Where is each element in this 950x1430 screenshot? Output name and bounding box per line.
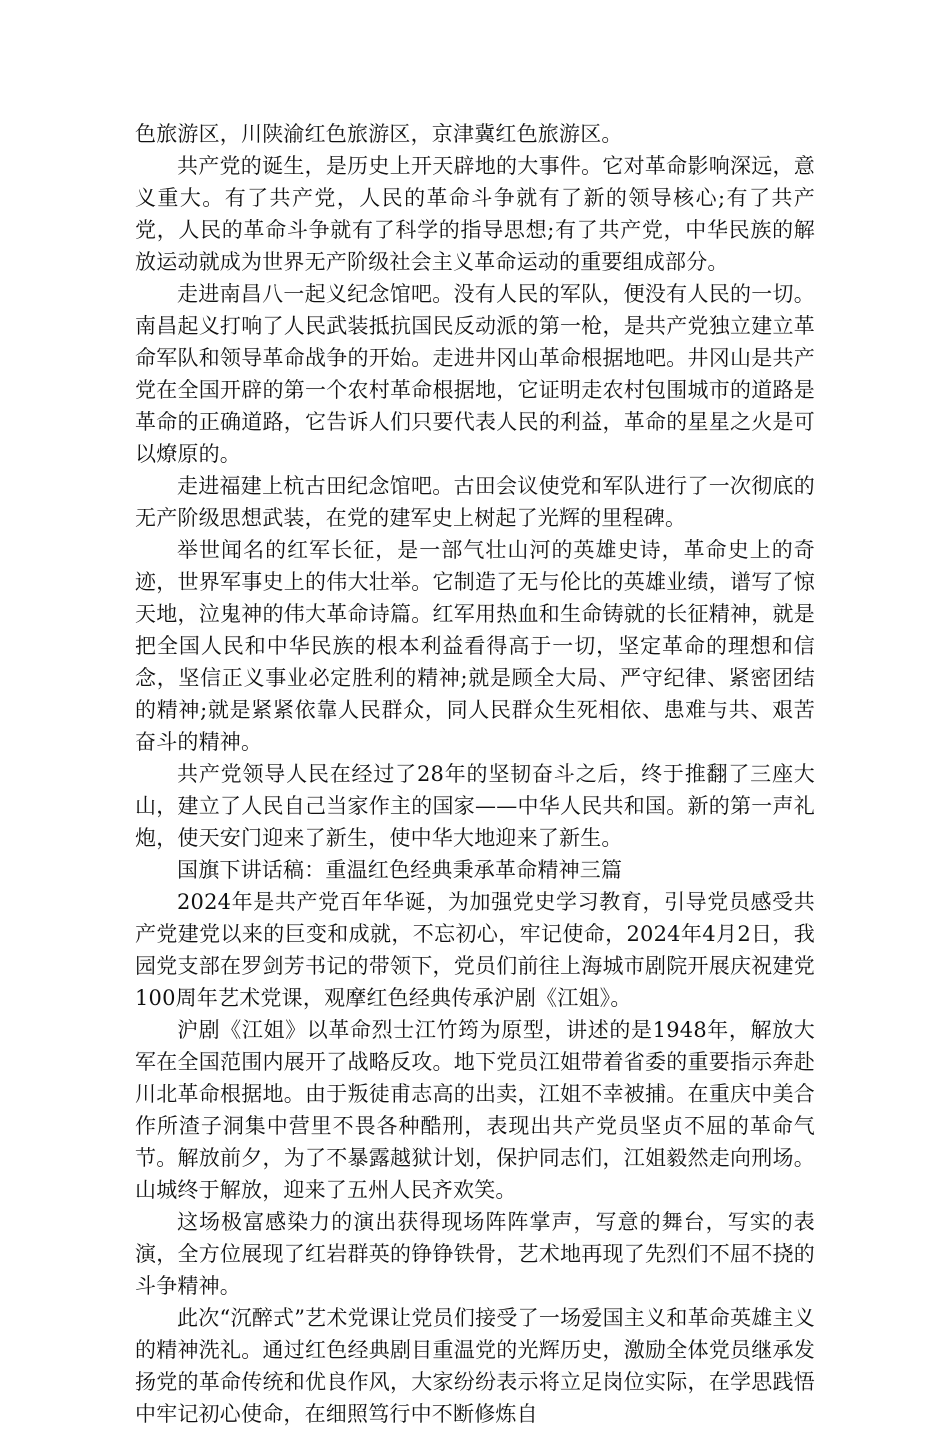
paragraph-long-march: 举世闻名的红军长征，是一部气壮山河的英雄史诗，革命史上的奇迹，世界军事史上的伟大壮举。它制造了无与伦比的英雄业绩，谱写了惊天地，泣鬼神的伟大革命诗篇。红军用热血和生命铸就的长征精神，就是把全国人民和中华民族的根本利益看得高于一切，坚定革命的理想和信念，坚信正义事业必定胜利的精神;就是顾全大局、严守纪律、紧密团结的精神;就是紧紧依靠人民群众，同人民群众生死相依、患难与共、艰苦奋斗的精神。 bbox=[135, 538, 815, 754]
paragraph-party-birth: 共产党的诞生，是历史上开天辟地的大事件。它对革命影响深远，意义重大。有了共产党，人民的革命斗争就有了新的领导核心;有了共产党，人民的革命斗争就有了科学的指导思想;有了共产党，中华民族的解放运动就成为世界无产阶级社会主义革命运动的重要组成部分。 bbox=[135, 154, 815, 274]
paragraph-nanchang-jinggangshan: 走进南昌八一起义纪念馆吧。没有人民的军队，便没有人民的一切。南昌起义打响了人民武装抵抗国民反动派的第一枪，是共产党独立建立革命军队和领导革命战争的开始。走进井冈山革命根据地吧。井冈山是共产党在全国开辟的第一个农村革命根据地，它证明走农村包围城市的道路是革命的正确道路，它告诉人们只要代表人民的利益，革命的星星之火是可以燎原的。 bbox=[135, 282, 815, 466]
paragraph-performance: 这场极富感染力的演出获得现场阵阵掌声，写意的舞台，写实的表演，全方位展现了红岩群英的铮铮铁骨，艺术地再现了先烈们不屈不挠的斗争精神。 bbox=[135, 1210, 815, 1298]
paragraph-new-china: 共产党领导人民在经过了28年的坚韧奋斗之后，终于推翻了三座大山，建立了人民自己当家作主的国家——中华人民共和国。新的第一声礼炮，使天安门迎来了新生，使中华大地迎来了新生。 bbox=[135, 762, 815, 850]
paragraph-gutian: 走进福建上杭古田纪念馆吧。古田会议使党和军队进行了一次彻底的无产阶级思想武装，在党的建军史上树起了光辉的里程碑。 bbox=[135, 474, 815, 530]
paragraph-jiangjie-story: 沪剧《江姐》以革命烈士江竹筠为原型，讲述的是1948年，解放大军在全国范围内展开了战略反攻。地下党员江姐带着省委的重要指示奔赴川北革命根据地。由于叛徒甫志高的出卖，江姐不幸被捕。在重庆中美合作所渣子洞集中营里不畏各种酷刑，表现出共产党员坚贞不屈的革命气节。解放前夕，为了不暴露越狱计划，保护同志们，江姐毅然走向刑场。山城终于解放，迎来了五州人民齐欢笑。 bbox=[135, 1018, 815, 1202]
paragraph-reflection: 此次“沉醉式”艺术党课让党员们接受了一场爱国主义和革命英雄主义的精神洗礼。通过红色经典剧目重温党的光辉历史，激励全体党员继承发扬党的革命传统和优良作风，大家纷纷表示将立足岗位实际，在学思践悟中牢记初心使命，在细照笃行中不断修炼自 bbox=[135, 1306, 815, 1426]
section-title: 国旗下讲话稿：重温红色经典秉承革命精神三篇 bbox=[177, 858, 623, 882]
document-body bbox=[135, 118, 815, 1430]
paragraph-continuation: 色旅游区，川陕渝红色旅游区，京津冀红色旅游区。 bbox=[135, 122, 623, 146]
paragraph-art-lesson: 2024年是共产党百年华诞，为加强党史学习教育，引导党员感受共产党建党以来的巨变和成就，不忘初心，牢记使命，2024年4月2日，我园党支部在罗剑芳书记的带领下，党员们前往上海城市剧院开展庆祝建党100周年艺术党课，观摩红色经典传承沪剧《江姐》。 bbox=[135, 890, 815, 1010]
